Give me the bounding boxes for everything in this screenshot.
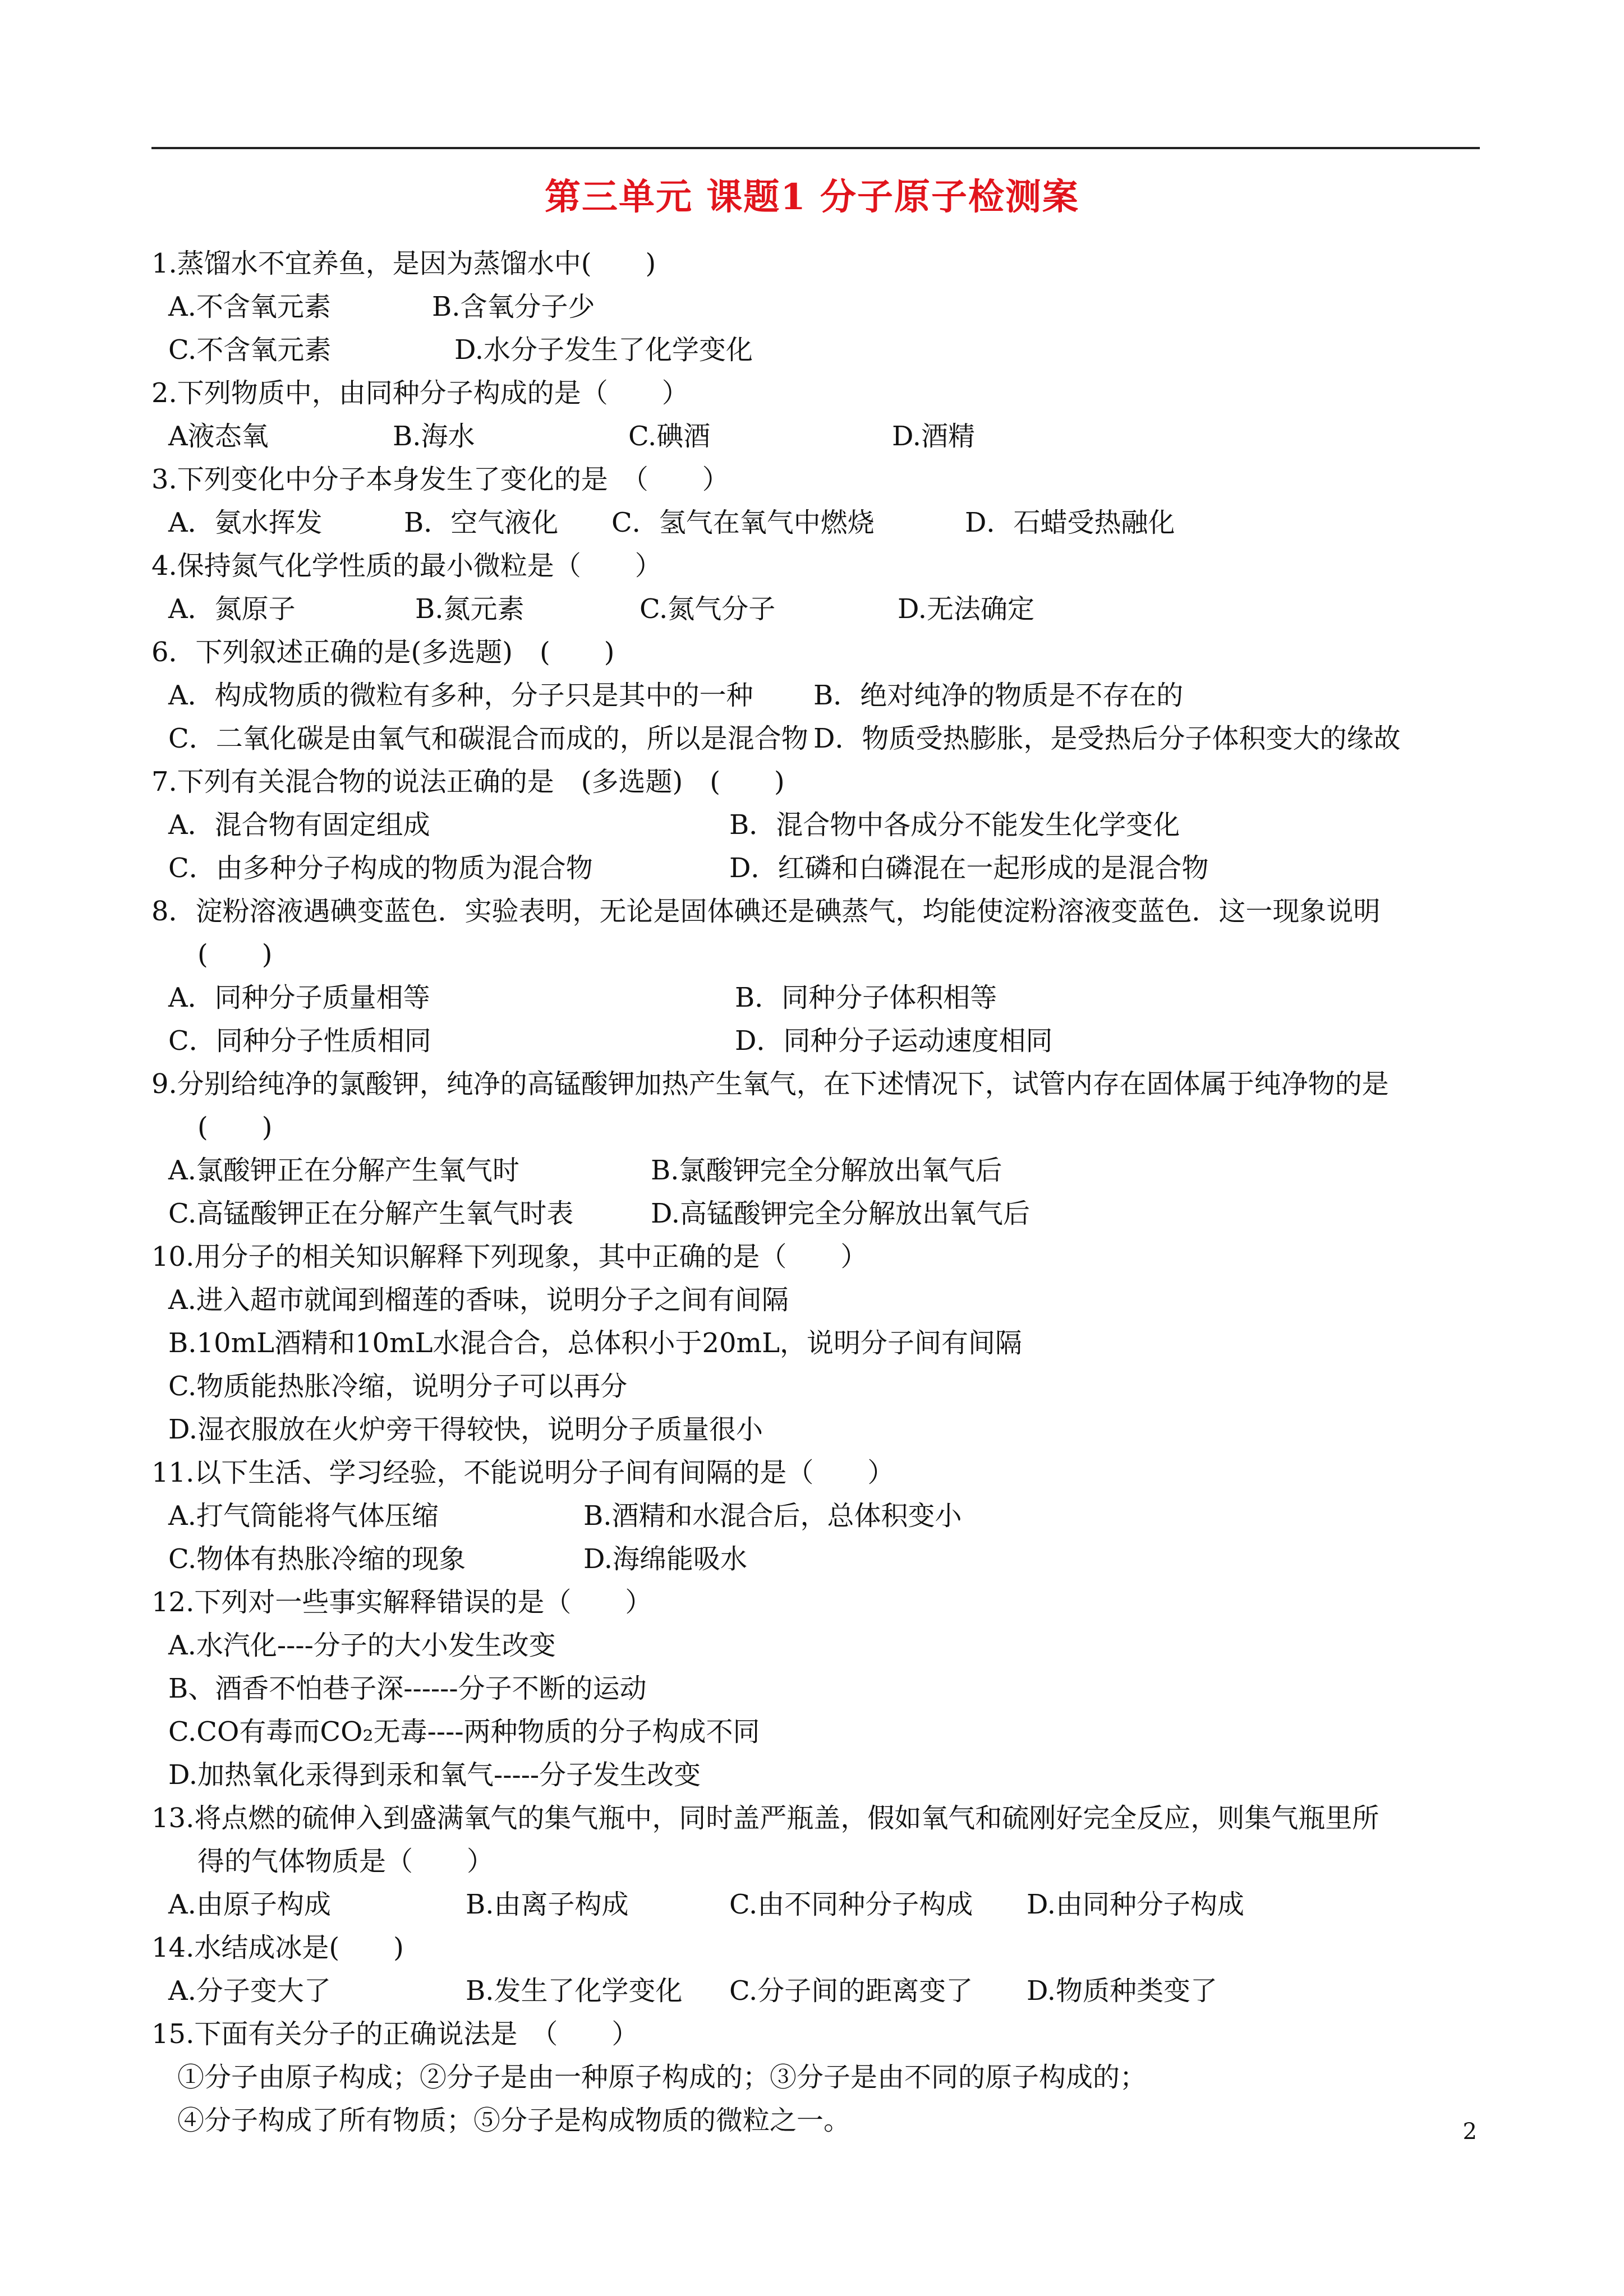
answer-option: D．石蜡受热融化 [965, 507, 1175, 538]
answer-option: D.水分子发生了化学变化 [454, 334, 753, 366]
option-row [151, 1970, 1498, 2013]
header-rule [151, 147, 1480, 149]
answer-option: B．绝对纯净的物质是不存在的 [813, 680, 1184, 711]
answer-option: A．氨水挥发 [168, 507, 323, 538]
answer-option: B.发生了化学变化 [466, 1975, 683, 2007]
option-row [151, 415, 1498, 458]
answer-option: B.酒精和水混合后，总体积变小 [583, 1500, 962, 1532]
option-row [151, 501, 1498, 545]
option-row [151, 1883, 1498, 1926]
answer-option: B.10mL酒精和10mL水混合合，总体积小于20mL，说明分子间有间隔 [168, 1327, 1022, 1359]
answer-option: D．红磷和白磷混在一起形成的是混合物 [729, 852, 1209, 884]
answer-option: A.不含氧元素 [168, 291, 331, 322]
question-stem: 8．淀粉溶液遇碘变蓝色．实验表明，无论是固体碘还是碘蒸气，均能使淀粉溶液变蓝色．这一现象说明 [151, 896, 1381, 927]
question-stem: 1.蒸馏水不宜养鱼，是因为蒸馏水中( ) [151, 248, 656, 279]
question-stem: 10.用分子的相关知识解释下列现象，其中正确的是（ ） [151, 1241, 868, 1273]
option-row [151, 588, 1498, 631]
answer-option: B、酒香不怕巷子深------分子不断的运动 [168, 1673, 647, 1704]
answer-option: D.湿衣服放在火炉旁干得较快，说明分子质量很小 [168, 1414, 763, 1445]
answer-option: C.CO有毒而CO₂无毒----两种物质的分子构成不同 [168, 1716, 760, 1748]
answer-option: C.物质能热胀冷缩，说明分子可以再分 [168, 1371, 628, 1402]
answer-option: D．同种分子运动速度相同 [735, 1025, 1053, 1057]
answer-option: A.由原子构成 [168, 1889, 331, 1920]
option-row [151, 674, 1498, 717]
option-row [151, 717, 1498, 760]
answer-option: C.碘酒 [628, 421, 711, 452]
option-row [151, 329, 1498, 372]
answer-option: C.不含氧元素 [168, 334, 332, 366]
question-stem: 14.水结成冰是( ) [151, 1932, 404, 1963]
option-row [151, 847, 1498, 890]
question-stem: 12.下列对一些事实解释错误的是（ ） [151, 1587, 652, 1618]
answer-option: A.分子变大了 [168, 1975, 331, 2007]
answer-option: D.物质种类变了 [1027, 1975, 1218, 2007]
answer-option: B．同种分子体积相等 [735, 982, 997, 1013]
option-row [151, 1149, 1498, 1192]
answer-option: A．氮原子 [168, 593, 296, 625]
option-row [151, 1538, 1498, 1581]
answer-option: A.水汽化----分子的大小发生改变 [168, 1630, 556, 1661]
answer-option: A．同种分子质量相等 [168, 982, 430, 1013]
option-row [151, 804, 1498, 847]
statement-line: ①分子由原子构成；②分子是由一种原子构成的；③分子是由不同的原子构成的； [177, 2062, 1147, 2093]
option-row [151, 1020, 1498, 1063]
question-stem: 9.分别给纯净的氯酸钾，纯净的高锰酸钾加热产生氧气，在下述情况下，试管内存在固体属于纯净物的是 [151, 1068, 1389, 1100]
answer-option: B．混合物中各成分不能发生化学变化 [729, 809, 1180, 841]
statement-line: ④分子构成了所有物质；⑤分子是构成物质的微粒之一。 [177, 2105, 851, 2136]
option-row [151, 976, 1498, 1020]
answer-option: D.无法确定 [898, 593, 1035, 625]
answer-option: D.高锰酸钾完全分解放出氧气后 [651, 1198, 1030, 1229]
option-row [151, 1192, 1498, 1235]
answer-option: C．由多种分子构成的物质为混合物 [168, 852, 593, 884]
answer-option: B.含氧分子少 [432, 291, 595, 322]
page-number: 2 [1462, 2119, 1477, 2145]
answer-option: C.高锰酸钾正在分解产生氧气时表 [168, 1198, 574, 1229]
answer-option: B.氯酸钾完全分解放出氧气后 [651, 1155, 1002, 1186]
question-stem: 3.下列变化中分子本身发生了变化的是 （ ） [151, 464, 729, 495]
answer-option: A.氯酸钾正在分解产生氧气时 [168, 1155, 519, 1186]
answer-option: A．混合物有固定组成 [168, 809, 430, 841]
answer-option: C.氮气分子 [640, 593, 776, 625]
answer-option: C.物体有热胀冷缩的现象 [168, 1543, 466, 1575]
question-stem-continued: 得的气体物质是（ ） [197, 1846, 494, 1877]
answer-option: D.加热氧化汞得到汞和氧气-----分子发生改变 [168, 1759, 701, 1791]
answer-option: D．物质受热膨胀，是受热后分子体积变大的缘故 [813, 723, 1401, 754]
question-stem-continued: ( ) [197, 939, 273, 970]
question-stem: 7.下列有关混合物的说法正确的是 (多选题) ( ) [151, 766, 785, 797]
question-stem: 4.保持氮气化学性质的最小微粒是（ ） [151, 550, 662, 582]
answer-option: A液态氧 [168, 421, 269, 452]
answer-option: C．氢气在氧气中燃烧 [611, 507, 875, 538]
answer-option: B.海水 [393, 421, 475, 452]
answer-option: A.打气筒能将气体压缩 [168, 1500, 439, 1532]
answer-option: A．构成物质的微粒有多种，分子只是其中的一种 [168, 680, 753, 711]
answer-option: C.由不同种分子构成 [729, 1889, 973, 1920]
question-stem: 6．下列叙述正确的是(多选题) ( ) [151, 637, 615, 668]
question-stem: 13.将点燃的硫伸入到盛满氧气的集气瓶中，同时盖严瓶盖，假如氧气和硫刚好完全反应，则集气瓶里所 [151, 1802, 1379, 1834]
question-stem: 15.下面有关分子的正确说法是 （ ） [151, 2018, 639, 2050]
question-list [151, 242, 1498, 2142]
option-row [151, 1495, 1498, 1538]
answer-option: C．二氧化碳是由氧气和碳混合而成的，所以是混合物 [168, 723, 808, 754]
answer-option: A.进入超市就闻到榴莲的香味，说明分子之间有间隔 [168, 1284, 789, 1316]
answer-option: D.酒精 [892, 421, 976, 452]
answer-option: C．同种分子性质相同 [168, 1025, 431, 1057]
answer-option: B.由离子构成 [466, 1889, 629, 1920]
question-stem: 11.以下生活、学习经验，不能说明分子间有间隔的是（ ） [151, 1457, 895, 1488]
option-row [151, 285, 1498, 329]
page-title: 第三单元 课题1 分子原子检测案 [544, 176, 1080, 218]
question-stem: 2.下列物质中，由同种分子构成的是（ ） [151, 377, 689, 409]
answer-option: C.分子间的距离变了 [729, 1975, 973, 2007]
answer-option: D.海绵能吸水 [583, 1543, 748, 1575]
answer-option: B.氮元素 [415, 593, 525, 625]
question-stem-continued: ( ) [197, 1112, 273, 1143]
answer-option: D.由同种分子构成 [1027, 1889, 1245, 1920]
answer-option: B．空气液化 [404, 507, 559, 538]
